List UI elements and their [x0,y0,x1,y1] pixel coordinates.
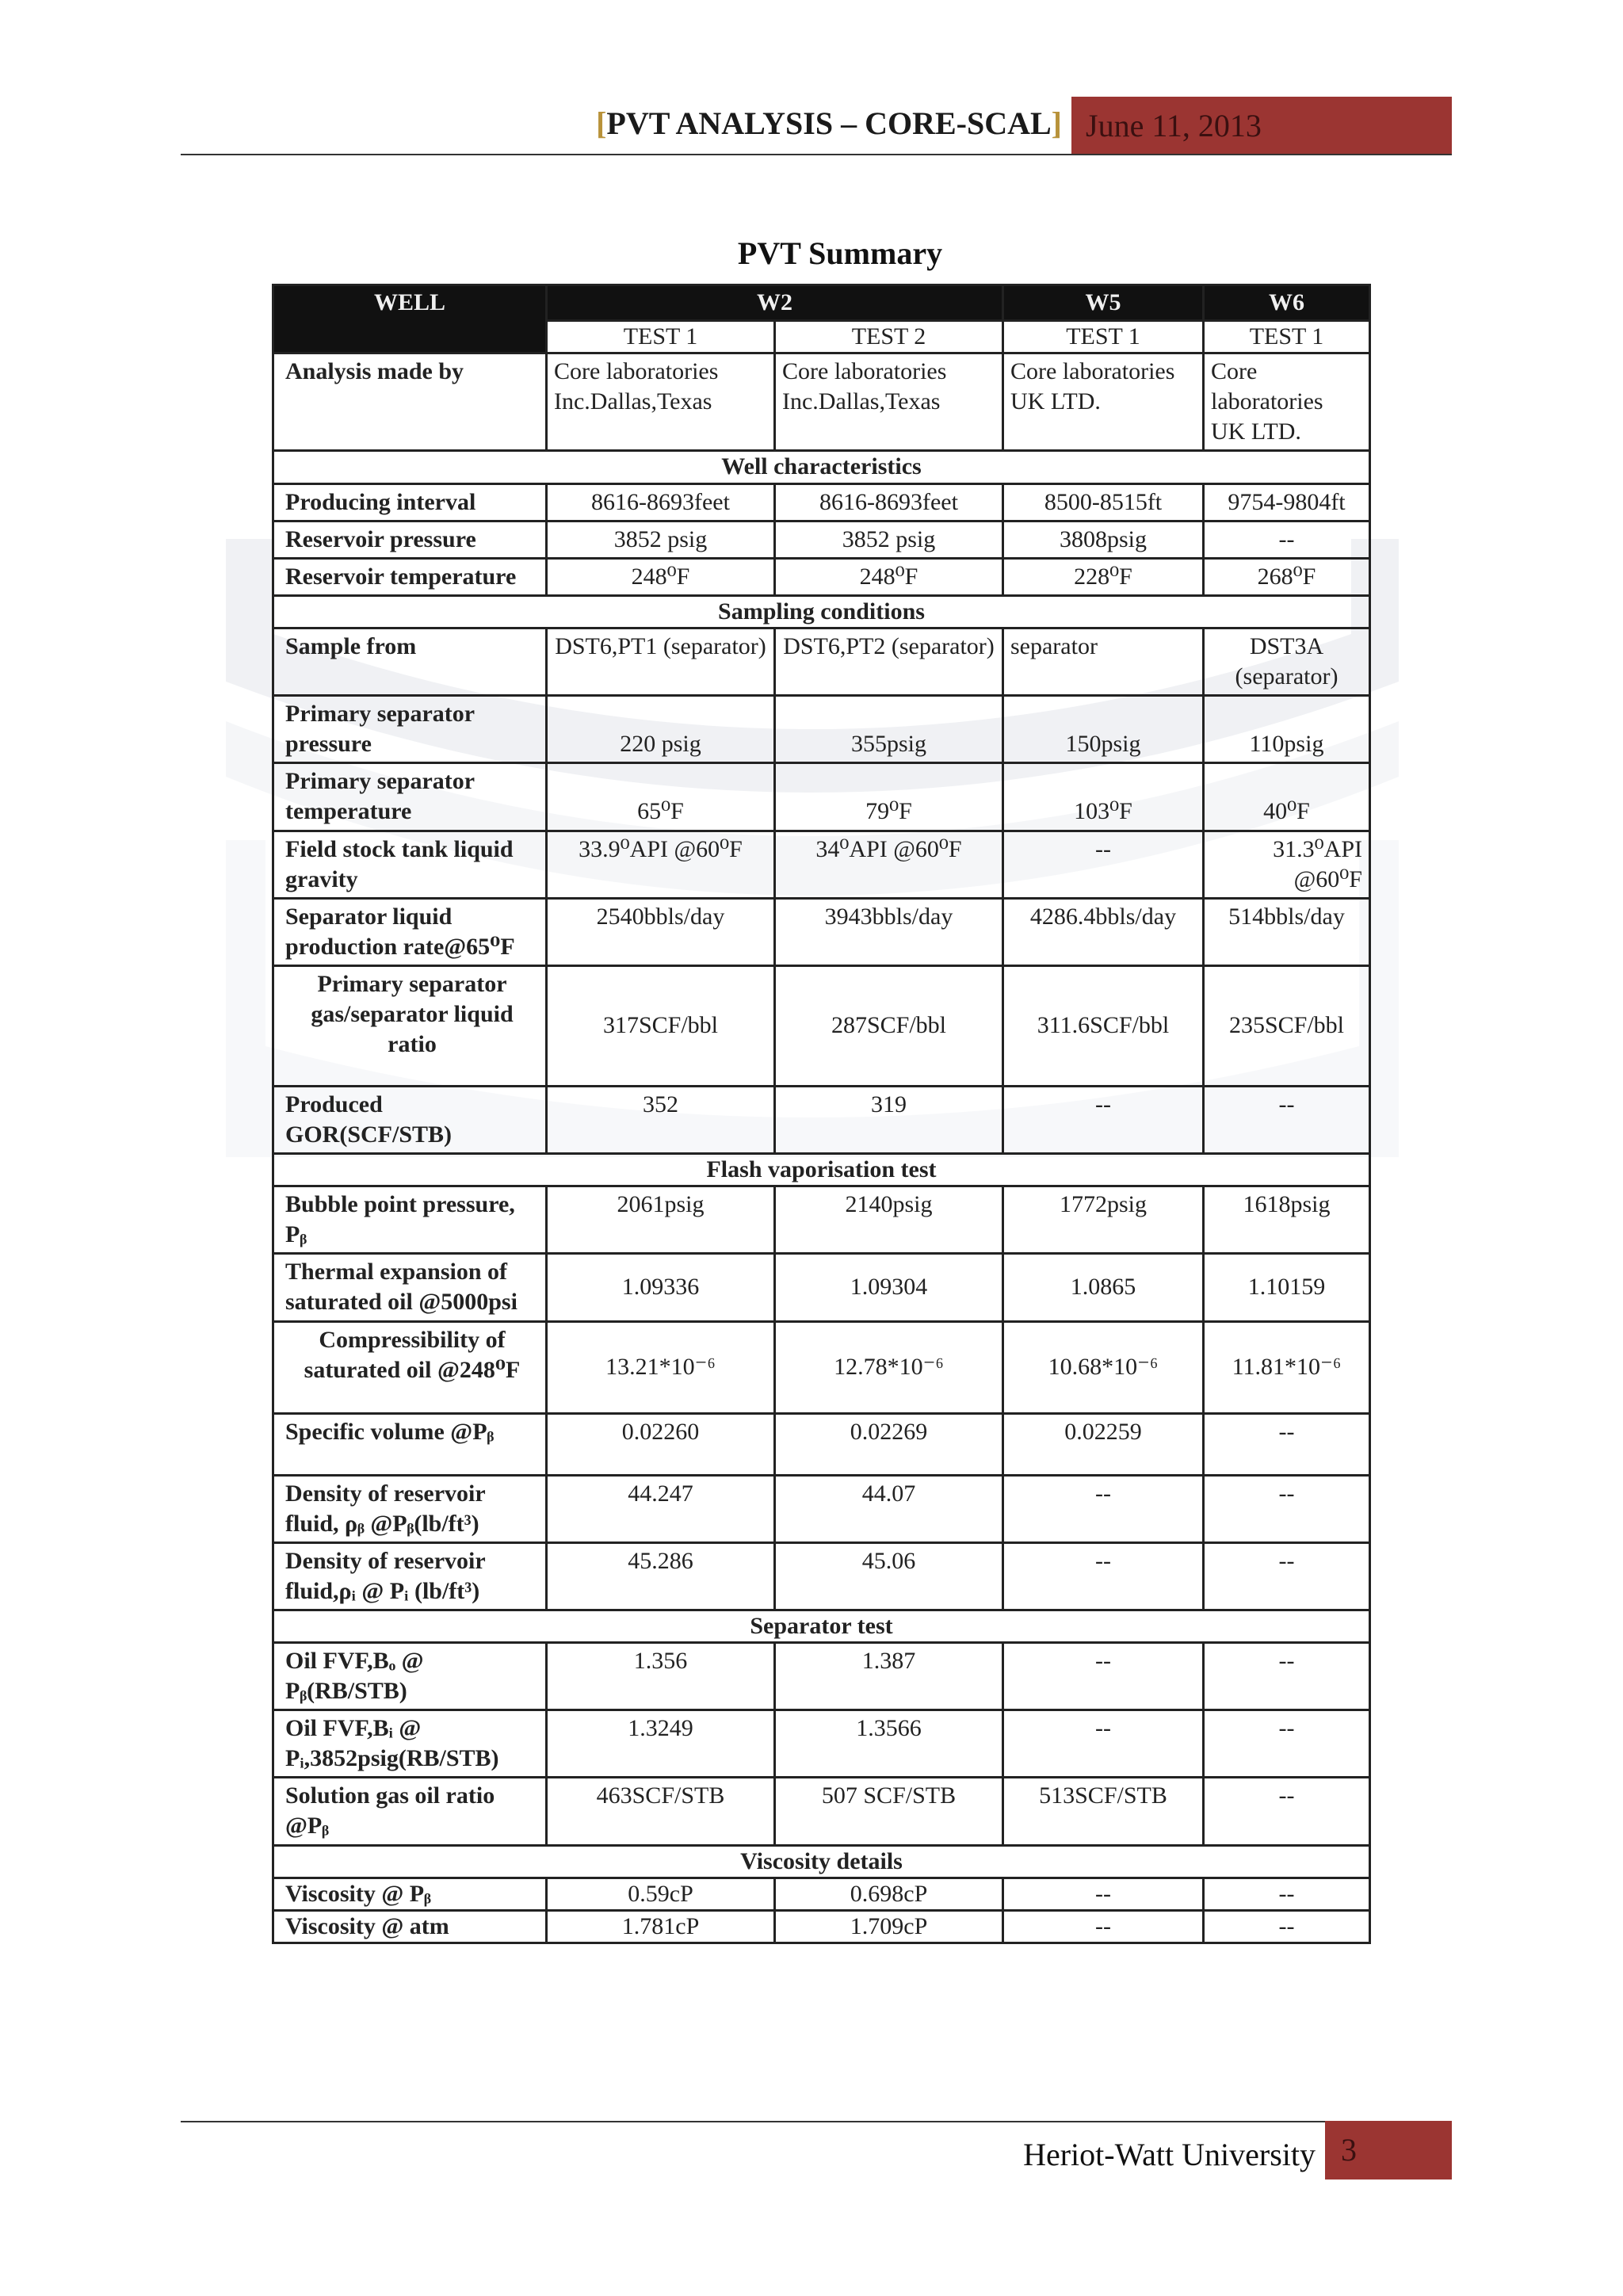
row-label: Density of reservoir fluid, ρᵦ @Pᵦ(lb/ft³) [273,1475,547,1542]
table-cell: 3852 psig [775,521,1003,558]
table-cell: 150psig [1003,696,1204,763]
table-cell: -- [1003,1878,1204,1910]
row-label: Oil FVF,Bₒ @ Pᵦ(RB/STB) [273,1643,547,1710]
row-label: Primary separator pressure [273,696,547,763]
table-cell: 10.68*10⁻⁶ [1003,1321,1204,1413]
table-cell: 45.06 [775,1542,1003,1610]
well-header-cell: WELL [273,285,547,353]
test-cell: TEST 2 [775,321,1003,353]
row-label: Reservoir pressure [273,521,547,558]
row-label: Oil FVF,Bᵢ @ Pᵢ,3852psig(RB/STB) [273,1710,547,1778]
row-label: Viscosity @ atm [273,1910,547,1943]
table-cell: -- [1003,1643,1204,1710]
table-cell: 1.3249 [547,1710,775,1778]
table-header-row [273,285,1370,321]
table-cell: -- [1003,1086,1204,1153]
table-cell: 8616-8693feet [775,483,1003,521]
table-cell: 13.21*10⁻⁶ [547,1321,775,1413]
header-title [475,105,1062,142]
test-cell: TEST 1 [547,321,775,353]
table-row [273,558,1370,595]
row-label: Reservoir temperature [273,558,547,595]
table-cell: 514bbls/day [1204,898,1370,965]
pvt-summary-table [272,284,1369,1944]
table-cell: 8500-8515ft [1003,483,1204,521]
section-row [273,1610,1370,1642]
table-cell: 44.247 [547,1475,775,1542]
table-cell: 2140psig [775,1186,1003,1254]
row-label: Specific volume @Pᵦ [273,1413,547,1475]
table-cell: 1.781cP [547,1910,775,1943]
table-cell: 1.3566 [775,1710,1003,1778]
table-cell: 248⁰F [775,558,1003,595]
row-label: Sample from [273,628,547,695]
table-cell: 44.07 [775,1475,1003,1542]
table-row [273,1710,1370,1778]
table-row [273,696,1370,763]
table-row [273,1778,1370,1845]
table-cell: -- [1204,1413,1370,1475]
pvt-table [272,284,1371,1944]
test-cell: TEST 1 [1003,321,1204,353]
well-w2-header: W2 [547,285,1003,321]
table-cell: 2061psig [547,1186,775,1254]
table-cell: 1.0865 [1003,1254,1204,1321]
table-cell: 1.387 [775,1643,1003,1710]
table-cell: Core laboratories Inc.Dallas,Texas [547,353,775,451]
table-row [273,1910,1370,1943]
header-title-text: PVT ANALYSIS – CORE-SCAL [606,105,1052,141]
table-cell: 4286.4bbls/day [1003,898,1204,965]
table-cell: -- [1204,1643,1370,1710]
table-cell: 33.9⁰API @60⁰F [547,831,775,898]
row-label: Primary separator gas/separator liquid ratio [273,965,547,1086]
table-cell: DST6,PT1 (separator) [547,628,775,695]
table-cell: -- [1204,1878,1370,1910]
table-row [273,831,1370,898]
table-cell: 0.02269 [775,1413,1003,1475]
footer-university: Heriot-Watt University [1023,2137,1316,2172]
table-cell: 235SCF/bbl [1204,965,1370,1086]
table-row [273,521,1370,558]
table-row [273,1321,1370,1413]
table-cell: -- [1204,1475,1370,1542]
table-cell: 1772psig [1003,1186,1204,1254]
table-cell: -- [1204,1910,1370,1943]
table-row [273,483,1370,521]
section-title: Separator test [273,1610,1370,1642]
table-cell: 45.286 [547,1542,775,1610]
table-cell: -- [1003,1542,1204,1610]
table-cell: separator [1003,628,1204,695]
header-divider [181,154,1452,155]
header-bracket-close: ] [1051,105,1062,141]
table-cell: 79⁰F [775,763,1003,831]
table-row [273,1254,1370,1321]
table-cell: 513SCF/STB [1003,1778,1204,1845]
table-cell: 40⁰F [1204,763,1370,831]
table-row [273,1086,1370,1153]
row-label: Solution gas oil ratio @Pᵦ [273,1778,547,1845]
table-cell: 110psig [1204,696,1370,763]
table-row [273,763,1370,831]
table-cell: 8616-8693feet [547,483,775,521]
table-row [273,965,1370,1086]
section-title: Well characteristics [273,451,1370,483]
table-row [273,898,1370,965]
row-label: Bubble point pressure, Pᵦ [273,1186,547,1254]
row-label: Thermal expansion of saturated oil @5000psi [273,1254,547,1321]
table-cell: 3808psig [1003,521,1204,558]
table-cell: 355psig [775,696,1003,763]
table-cell: -- [1003,1710,1204,1778]
table-row [273,1542,1370,1610]
row-label: Producing interval [273,483,547,521]
page-title: PVT Summary [737,235,943,271]
table-cell: 311.6SCF/bbl [1003,965,1204,1086]
row-label: Separator liquid production rate@65⁰F [273,898,547,965]
table-cell: 287SCF/bbl [775,965,1003,1086]
table-cell: -- [1003,831,1204,898]
table-cell: 463SCF/STB [547,1778,775,1845]
table-cell: 1.356 [547,1643,775,1710]
table-cell: 9754-9804ft [1204,483,1370,521]
table-cell: 319 [775,1086,1003,1153]
table-cell: 11.81*10⁻⁶ [1204,1321,1370,1413]
table-cell: 317SCF/bbl [547,965,775,1086]
row-label: Viscosity @ Pᵦ [273,1878,547,1910]
table-cell: -- [1204,1778,1370,1845]
row-label: Compressibility of saturated oil @248⁰F [273,1321,547,1413]
table-cell: 2540bbls/day [547,898,775,965]
table-cell: 65⁰F [547,763,775,831]
table-cell: 507 SCF/STB [775,1778,1003,1845]
footer-divider [181,2121,1452,2122]
page-number: 3 [1325,2121,1452,2179]
table-cell: DST6,PT2 (separator) [775,628,1003,695]
table-row [273,1413,1370,1475]
section-title: Sampling conditions [273,595,1370,628]
table-row [273,1878,1370,1910]
table-cell: 0.02260 [547,1413,775,1475]
table-cell: 268⁰F [1204,558,1370,595]
table-cell: 1.09304 [775,1254,1003,1321]
test-cell: TEST 1 [1204,321,1370,353]
table-cell: -- [1204,521,1370,558]
table-cell: -- [1003,1910,1204,1943]
table-cell: 103⁰F [1003,763,1204,831]
table-cell: 1618psig [1204,1186,1370,1254]
table-cell: 12.78*10⁻⁶ [775,1321,1003,1413]
table-row [273,1186,1370,1254]
table-row [273,353,1370,451]
row-label: Field stock tank liquid gravity [273,831,547,898]
section-row [273,451,1370,483]
table-cell: 0.698cP [775,1878,1003,1910]
table-cell: -- [1003,1475,1204,1542]
section-row [273,1154,1370,1186]
table-cell: 1.709cP [775,1910,1003,1943]
section-row [273,595,1370,628]
table-cell: 3943bbls/day [775,898,1003,965]
section-title: Flash vaporisation test [273,1154,1370,1186]
table-cell: 31.3⁰API @60⁰F [1204,831,1370,898]
well-w5-header: W5 [1003,285,1204,321]
table-cell: 1.09336 [547,1254,775,1321]
row-label: Primary separator temperature [273,763,547,831]
table-cell: -- [1204,1542,1370,1610]
table-cell: 34⁰API @60⁰F [775,831,1003,898]
table-cell: DST3A (separator) [1204,628,1370,695]
table-cell: 248⁰F [547,558,775,595]
table-cell: -- [1204,1086,1370,1153]
table-cell: 220 psig [547,696,775,763]
table-cell: 3852 psig [547,521,775,558]
row-label: Produced GOR(SCF/STB) [273,1086,547,1153]
table-cell: 352 [547,1086,775,1153]
header-date: June 11, 2013 [1071,97,1452,155]
table-cell: 0.59cP [547,1878,775,1910]
table-cell: 1.10159 [1204,1254,1370,1321]
section-row [273,1845,1370,1878]
row-label: Analysis made by [273,353,547,451]
table-row [273,1475,1370,1542]
table-row [273,628,1370,695]
table-cell: Core laboratories Inc.Dallas,Texas [775,353,1003,451]
table-cell: 228⁰F [1003,558,1204,595]
table-cell: -- [1204,1710,1370,1778]
header-bracket-open: [ [596,105,607,141]
well-w6-header: W6 [1204,285,1370,321]
table-cell: Core laboratories UK LTD. [1204,353,1370,451]
table-cell: 0.02259 [1003,1413,1204,1475]
table-row [273,1643,1370,1710]
section-title: Viscosity details [273,1845,1370,1878]
row-label: Density of reservoir fluid,ρᵢ @ Pᵢ (lb/ft³) [273,1542,547,1610]
table-cell: Core laboratories UK LTD. [1003,353,1204,451]
